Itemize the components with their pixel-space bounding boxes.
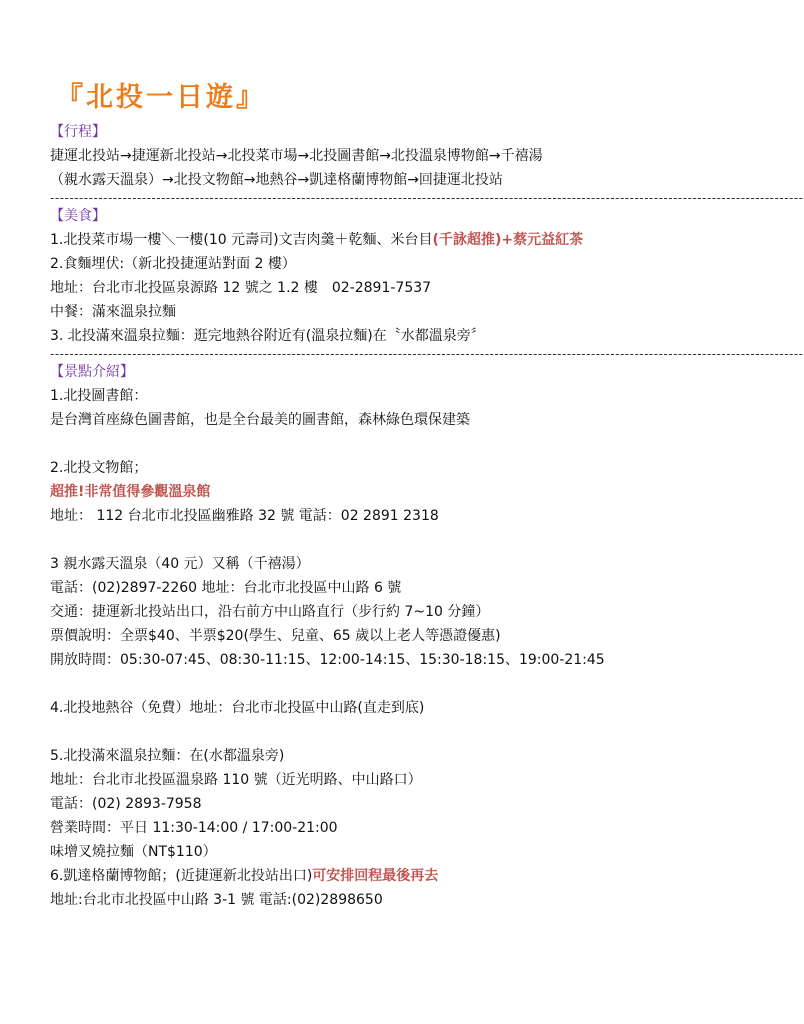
section-divider: ------------------------------------------------------------------------------------------------------------------------------------------------------------ [50,191,804,205]
museum-address: 地址： 112 台北市北投區幽雅路 32 號 電話：02 2891 2318 [50,508,439,524]
food-noodles-address: 地址：台北市北投區泉源路 12 號之 1.2 樓 02-2891-7537 [50,280,432,296]
itinerary-line: （親水露天溫泉）→北投文物館→地熱谷→凱達格蘭博物館→回捷運北投站 [50,172,503,188]
spacer [50,720,680,744]
thermal-valley: 4.北投地熱谷（免費）地址：台北市北投區中山路(直走到底) [50,700,425,716]
food-item-market-text: 1.北投菜市場一樓＼一樓(10 元壽司)文吉肉羹＋乾麵、米台目 [50,232,433,248]
document-page [50,80,804,912]
ramen-dish: 味增叉燒拉麵（NT$110） [50,844,217,860]
food-section [50,204,680,348]
spacer [50,432,680,456]
page-title: 『北投一日遊』 [56,82,266,113]
museum-title: 2.北投文物館； [50,460,148,476]
section-divider: ------------------------------------------------------------------------------------------------------------------------------------------------------------ [50,347,804,361]
hot-spring-title: 3 親水露天溫泉（40 元）又稱（千禧湯） [50,556,310,572]
food-item-market [50,228,680,252]
itinerary-line: 捷運北投站→捷運新北投站→北投菜市場→北投圖書館→北投溫泉博物館→千禧湯 [50,148,543,164]
ramen-address: 地址：台北市北投區溫泉路 110 號（近光明路、中山路口） [50,772,422,788]
ramen-title: 5.北投滿來溫泉拉麵：在(水都溫泉旁) [50,748,285,764]
itinerary-section [50,120,680,192]
food-heading: 【美食】 [50,208,106,224]
museum-highlight: 超推!非常值得參觀溫泉館 [50,484,211,500]
itinerary-heading: 【行程】 [50,124,106,140]
library-description: 是台灣首座綠色圖書館，也是全台最美的圖書館，森林綠色環保建築 [50,412,470,428]
ramen-hours: 營業時間：平日 11:30-14:00 / 17:00-21:00 [50,820,338,836]
sights-section [50,360,680,912]
ramen-phone: 電話：(02) 2893-7958 [50,796,202,812]
food-lunch: 中餐：滿來溫泉拉麵 [50,304,176,320]
spacer [50,528,680,552]
food-item-noodles: 2.食麵埋伏:（新北投捷運站對面 2 樓） [50,256,296,272]
hot-spring-hours: 開放時間：05:30-07:45、08:30-11:15、12:00-14:15、15:30-18:15、19:00-21:45 [50,652,605,668]
ketagalan-title [50,864,680,888]
food-item-market-highlight: (千詠超推)+蔡元益紅茶 [432,232,584,248]
hot-spring-price: 票價說明：全票$40、半票$20(學生、兒童、65 歲以上老人等憑證優惠) [50,628,501,644]
ketagalan-title-text: 6.凱達格蘭博物館；(近捷運新北投站出口) [50,868,313,884]
hot-spring-transport: 交通：捷運新北投站出口，沿右前方中山路直行（步行約 7~10 分鐘） [50,604,490,620]
ketagalan-highlight: 可安排回程最後再去 [312,868,439,884]
library-title: 1.北投圖書館： [50,388,148,404]
spacer [50,672,680,696]
ketagalan-address: 地址:台北市北投區中山路 3-1 號 電話:(02)2898650 [50,892,383,908]
food-item-ramen: 3. 北投滿來溫泉拉麵：逛完地熱谷附近有(溫泉拉麵)在〝水都溫泉旁〞 [50,328,485,344]
hot-spring-phone: 電話：(02)2897-2260 地址：台北市北投區中山路 6 號 [50,580,402,596]
sights-heading: 【景點介紹】 [50,364,134,380]
